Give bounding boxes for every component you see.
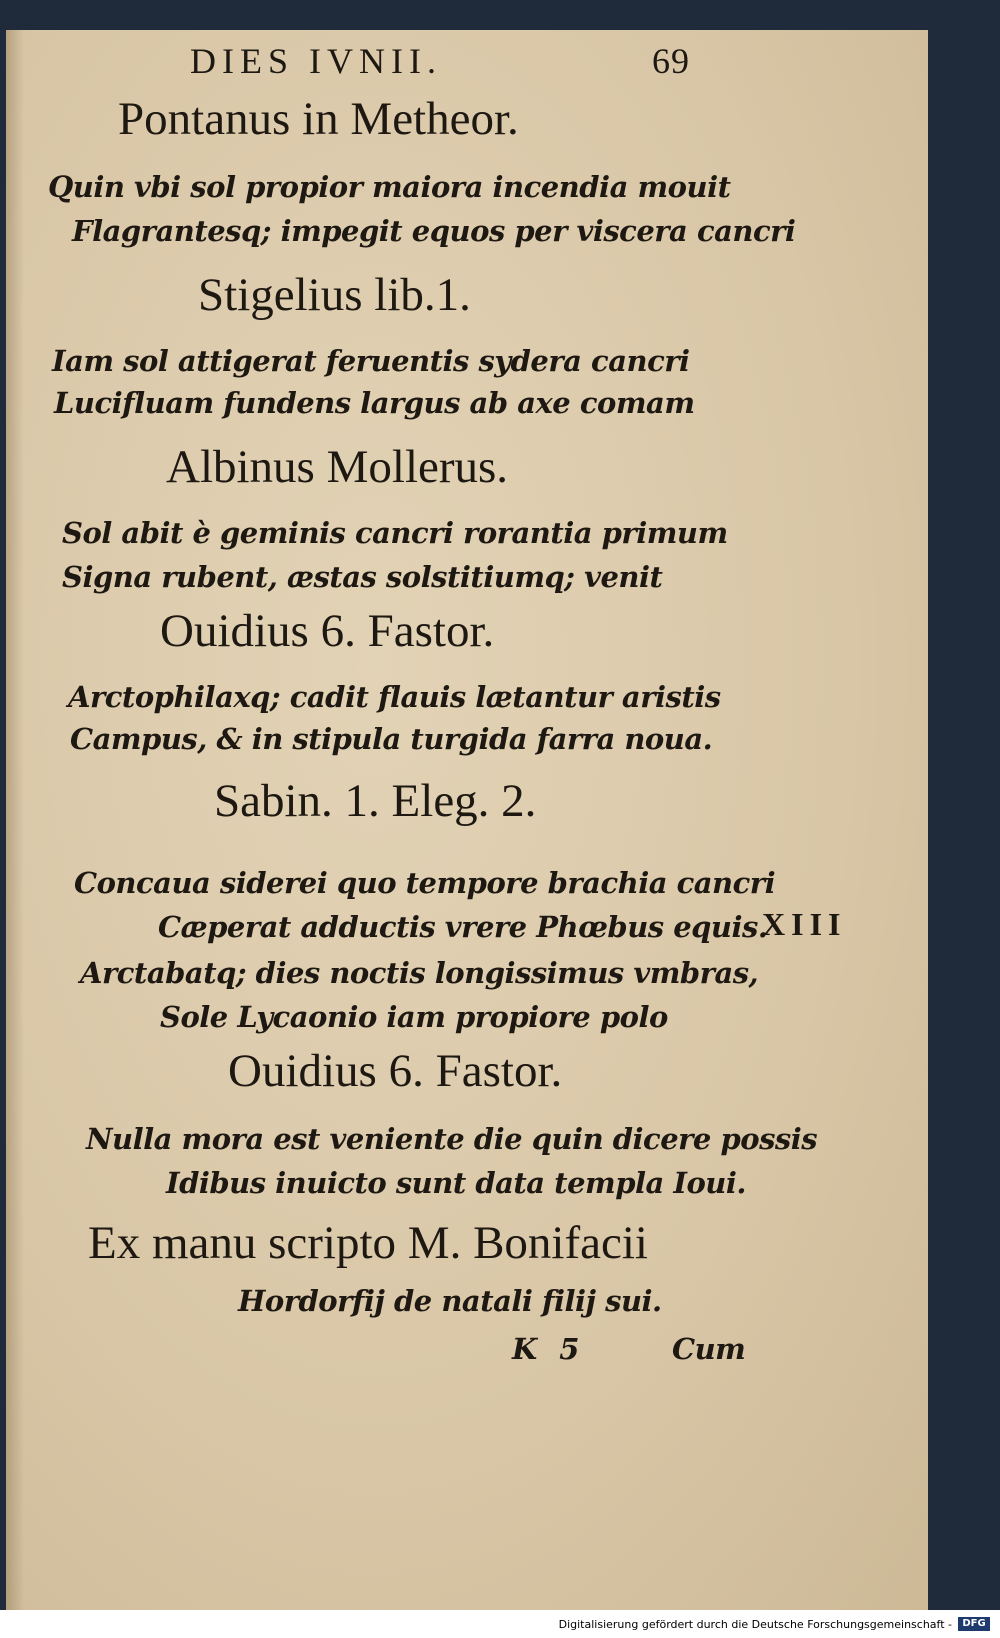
footer-bar bbox=[0, 1610, 1000, 1638]
section-heading: Ouidius 6. Fastor. bbox=[228, 1045, 563, 1097]
running-head-title: DIES IVNII. bbox=[190, 41, 442, 81]
verse-line: Sol abit è geminis cancri rorantia primum bbox=[62, 516, 728, 550]
section-heading: Sabin. 1. Eleg. 2. bbox=[214, 775, 537, 827]
page-number: 69 bbox=[652, 41, 690, 81]
page-gutter-shadow bbox=[6, 30, 24, 1610]
verse-line: Idibus inuicto sunt data templa Ioui. bbox=[166, 1166, 746, 1200]
verse-line: Signa rubent, æstas solstitiumq; venit bbox=[62, 560, 663, 594]
section-heading: Ouidius 6. Fastor. bbox=[160, 605, 495, 657]
catchword: Cum bbox=[672, 1332, 746, 1366]
verse-line: Arctophilaxq; cadit flauis lætantur aristis bbox=[68, 680, 721, 714]
verse-line: Sole Lycaonio iam propiore polo bbox=[160, 1000, 668, 1034]
verse-line: Lucifluam fundens largus ab axe comam bbox=[54, 386, 695, 420]
section-heading: Albinus Mollerus. bbox=[166, 441, 509, 493]
verse-line: Iam sol attigerat feruentis sydera cancri bbox=[52, 344, 690, 378]
verse-line: Nulla mora est veniente die quin dicere possis bbox=[86, 1122, 818, 1156]
dfg-logo: DFG bbox=[958, 1617, 990, 1631]
verse-line: Quin vbi sol propior maiora incendia mouit bbox=[48, 170, 731, 204]
signature-mark: K 5 bbox=[512, 1332, 586, 1366]
verse-line: Cæperat adductis vrere Phœbus equis. bbox=[158, 910, 768, 944]
verse-line: Hordorfij de natali filij sui. bbox=[238, 1284, 662, 1318]
section-heading: Pontanus in Metheor. bbox=[118, 93, 519, 145]
footer-credit: Digitalisierung gefördert durch die Deutsche Forschungsgemeinschaft - bbox=[558, 1618, 952, 1631]
section-heading: Stigelius lib.1. bbox=[198, 269, 471, 321]
verse-line: Arctabatq; dies noctis longissimus vmbras, bbox=[80, 956, 759, 990]
verse-line: Flagrantesq; impegit equos per viscera cancri bbox=[72, 214, 796, 248]
section-heading: Ex manu scripto M. Bonifacii bbox=[88, 1217, 648, 1269]
margin-note: XIII bbox=[762, 906, 847, 942]
verse-line: Concaua siderei quo tempore brachia cancri bbox=[74, 866, 776, 900]
verse-line: Campus, & in stipula turgida farra noua. bbox=[70, 722, 713, 756]
